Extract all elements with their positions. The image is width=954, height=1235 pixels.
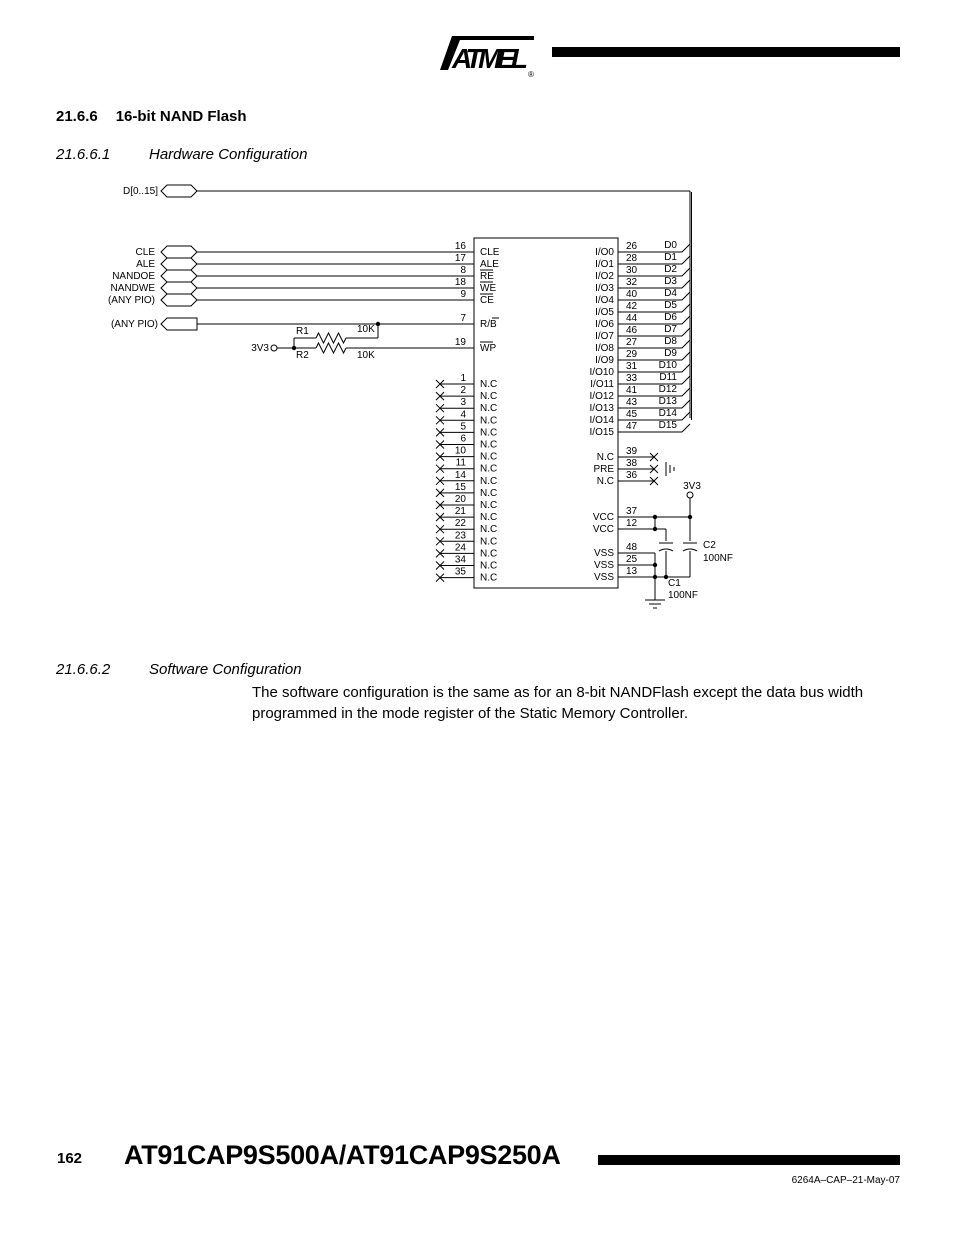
capacitor-c2 bbox=[683, 549, 697, 551]
bus-entry bbox=[682, 376, 690, 384]
bus-entry bbox=[682, 304, 690, 312]
bus-entry bbox=[682, 364, 690, 372]
pin-name: I/O4 bbox=[595, 295, 614, 306]
bus-entry bbox=[682, 280, 690, 288]
pin-name: N.C bbox=[480, 548, 498, 560]
supply-terminal bbox=[271, 345, 277, 351]
resistor-r2 bbox=[316, 343, 346, 353]
pin-name: N.C bbox=[596, 452, 614, 463]
pin-number: 43 bbox=[626, 397, 638, 408]
bus-label: D[0..15] bbox=[122, 186, 158, 197]
net-label: D0 bbox=[664, 240, 677, 251]
pin-number: 17 bbox=[454, 253, 466, 264]
pin-name: R/B bbox=[480, 319, 497, 330]
capacitor-value: 100NF bbox=[668, 590, 699, 601]
net-label: D11 bbox=[659, 372, 677, 383]
pin-number: 13 bbox=[626, 566, 638, 577]
resistor-r1 bbox=[316, 333, 346, 343]
pin-number: 16 bbox=[454, 241, 466, 252]
pin-name: N.C bbox=[480, 439, 498, 451]
subsection-number: 21.6.6.1 bbox=[56, 146, 111, 163]
resistor-name: R1 bbox=[296, 326, 309, 337]
pin-name: WE bbox=[480, 283, 497, 294]
junction-dot bbox=[688, 515, 692, 519]
net-label: D6 bbox=[664, 312, 677, 323]
section-number: 21.6.6 bbox=[56, 108, 98, 125]
pin-name: N.C bbox=[480, 391, 498, 403]
input-signal-label: (ANY PIO) bbox=[107, 295, 155, 306]
footer-rule bbox=[598, 1155, 900, 1165]
pin-name: N.C bbox=[596, 476, 614, 487]
resistor-value: 10K bbox=[357, 324, 375, 335]
supply-label: 3V3 bbox=[251, 343, 269, 354]
pin-name: I/O10 bbox=[589, 367, 614, 378]
pin-name: N.C bbox=[480, 403, 498, 415]
pin-name: N.C bbox=[480, 524, 498, 536]
port-flag bbox=[161, 246, 197, 258]
bus-entry bbox=[682, 256, 690, 264]
pin-number: 4 bbox=[460, 409, 466, 421]
net-label: D12 bbox=[658, 384, 677, 395]
subsection-title: Hardware Configuration bbox=[149, 146, 308, 163]
bus-entry bbox=[682, 328, 690, 336]
pin-number: 32 bbox=[626, 277, 638, 288]
net-label: D14 bbox=[658, 408, 677, 419]
pin-number: 35 bbox=[454, 566, 466, 578]
net-label: D5 bbox=[664, 300, 677, 311]
pin-name: I/O7 bbox=[595, 331, 614, 342]
pin-number: 28 bbox=[626, 253, 638, 264]
bus-entry bbox=[682, 400, 690, 408]
port-flag bbox=[161, 270, 197, 282]
junction-dot bbox=[653, 563, 657, 567]
pin-name: I/O2 bbox=[595, 271, 614, 282]
pin-number: 5 bbox=[460, 421, 466, 433]
pin-number: 8 bbox=[460, 265, 466, 276]
pin-name: N.C bbox=[480, 512, 498, 524]
body-paragraph: The software configuration is the same as for an 8-bit NANDFlash except the data bus width programmed in the mode register of the Static Memory Controller. bbox=[252, 684, 864, 722]
pin-name: I/O8 bbox=[595, 343, 614, 354]
pin-number: 47 bbox=[626, 421, 638, 432]
pin-name: N.C bbox=[480, 500, 498, 511]
net-label: D7 bbox=[664, 324, 677, 335]
subsection-heading-sw bbox=[56, 661, 302, 678]
input-signal-label: NANDOE bbox=[112, 271, 155, 282]
pin-number: 18 bbox=[454, 277, 466, 288]
pin-name: N.C bbox=[480, 415, 498, 427]
port-flag bbox=[161, 258, 197, 270]
subsection-title: Software Configuration bbox=[149, 661, 302, 678]
bus-entry bbox=[682, 244, 690, 252]
pin-number: 40 bbox=[626, 289, 638, 300]
pin-number: 22 bbox=[454, 518, 466, 530]
pin-number: 12 bbox=[626, 518, 638, 529]
pin-name: I/O14 bbox=[589, 415, 614, 426]
pin-name: N.C bbox=[480, 427, 498, 439]
capacitor-name: C1 bbox=[668, 578, 681, 589]
pin-name: N.C bbox=[480, 487, 498, 499]
supply-terminal bbox=[687, 492, 693, 498]
input-signal-label: ALE bbox=[136, 259, 155, 270]
page-number: 162 bbox=[57, 1150, 83, 1167]
pin-number: 15 bbox=[454, 481, 466, 493]
pin-name: VCC bbox=[592, 512, 614, 523]
pin-number: 46 bbox=[626, 325, 638, 336]
pin-name: N.C bbox=[480, 475, 498, 487]
pin-number: 29 bbox=[626, 349, 638, 360]
output-signal-label: (ANY PIO) bbox=[110, 319, 158, 330]
pin-number: 10 bbox=[454, 445, 466, 457]
pin-number: 24 bbox=[454, 542, 466, 554]
port-flag bbox=[161, 282, 197, 294]
port-flag bbox=[161, 318, 197, 330]
net-label: D4 bbox=[664, 288, 677, 299]
pin-name: N.C bbox=[480, 379, 498, 390]
pin-number: 30 bbox=[626, 265, 638, 276]
bus-entry bbox=[682, 316, 690, 324]
bus-entry bbox=[682, 268, 690, 276]
pin-number: 38 bbox=[626, 458, 638, 469]
pin-number: 7 bbox=[460, 313, 466, 324]
document-title: AT91CAP9S500A/AT91CAP9S250A bbox=[124, 1140, 561, 1170]
capacitor-c1 bbox=[659, 549, 673, 551]
pin-name: N.C bbox=[480, 560, 498, 572]
bus-entry bbox=[682, 352, 690, 360]
pin-number: 1 bbox=[460, 373, 466, 384]
document-reference: 6264A–CAP–21-May-07 bbox=[791, 1175, 900, 1186]
pin-number: 37 bbox=[626, 506, 638, 517]
pin-number: 25 bbox=[626, 554, 638, 565]
pin-number: 45 bbox=[626, 409, 638, 420]
pin-name: WP bbox=[480, 343, 497, 354]
pin-number: 27 bbox=[626, 337, 638, 348]
pin-name: VSS bbox=[593, 548, 614, 559]
pin-name: N.C bbox=[480, 451, 498, 463]
input-signal-label: NANDWE bbox=[110, 283, 155, 294]
pin-name: N.C bbox=[480, 536, 498, 548]
pin-name: I/O0 bbox=[595, 247, 614, 258]
pin-number: 34 bbox=[454, 554, 466, 566]
pin-number: 33 bbox=[626, 373, 638, 384]
pin-number: 14 bbox=[454, 469, 466, 481]
pin-number: 42 bbox=[626, 301, 638, 312]
bus-entry bbox=[682, 424, 690, 432]
pin-number: 26 bbox=[626, 241, 638, 252]
pin-name: VSS bbox=[593, 560, 614, 571]
pin-name: ALE bbox=[480, 259, 499, 270]
section-title: 16-bit NAND Flash bbox=[115, 108, 247, 125]
pin-name: I/O12 bbox=[589, 391, 614, 402]
port-flag bbox=[161, 185, 197, 197]
pin-number: 6 bbox=[460, 433, 466, 445]
bus-entry bbox=[682, 340, 690, 348]
port-flag bbox=[161, 294, 197, 306]
pin-name: RE bbox=[480, 271, 494, 282]
net-label: D2 bbox=[664, 264, 677, 275]
input-signal-label: CLE bbox=[135, 247, 155, 258]
pin-number: 23 bbox=[454, 530, 466, 542]
pin-name: N.C bbox=[480, 463, 498, 475]
pin-name: I/O5 bbox=[595, 307, 614, 318]
pin-name: VCC bbox=[592, 524, 614, 535]
resistor-value: 10K bbox=[357, 350, 375, 361]
net-label: D8 bbox=[664, 336, 677, 347]
pin-number: 41 bbox=[626, 385, 638, 396]
pin-name: CLE bbox=[480, 247, 500, 258]
pin-name: CE bbox=[480, 295, 494, 306]
svg-text:ATMEL: ATMEL bbox=[452, 43, 528, 74]
pin-number: 48 bbox=[626, 542, 638, 553]
pin-name: I/O13 bbox=[589, 403, 614, 414]
pin-name: I/O11 bbox=[590, 379, 614, 390]
pin-number: 44 bbox=[626, 313, 638, 324]
bus-entry bbox=[682, 412, 690, 420]
pin-number: 21 bbox=[454, 506, 466, 518]
capacitor-name: C2 bbox=[703, 540, 716, 551]
pin-number: 20 bbox=[454, 494, 466, 505]
bus-entry bbox=[682, 388, 690, 396]
pin-name: N.C bbox=[480, 572, 498, 584]
capacitor-value: 100NF bbox=[703, 553, 734, 564]
pin-number: 2 bbox=[460, 385, 466, 397]
pin-number: 19 bbox=[454, 337, 466, 348]
resistor-name: R2 bbox=[296, 350, 309, 361]
pin-number: 36 bbox=[626, 470, 638, 481]
subsection-number: 21.6.6.2 bbox=[56, 661, 111, 678]
net-label: D15 bbox=[658, 420, 677, 431]
pin-number: 3 bbox=[460, 397, 466, 409]
supply-label: 3V3 bbox=[683, 481, 701, 492]
pin-number: 11 bbox=[455, 457, 466, 469]
pin-name: I/O1 bbox=[595, 259, 614, 270]
pin-name: PRE bbox=[593, 464, 614, 475]
pin-name: I/O9 bbox=[595, 355, 614, 366]
pin-name: I/O6 bbox=[595, 319, 614, 330]
pin-number: 9 bbox=[460, 289, 466, 300]
net-label: D3 bbox=[664, 276, 677, 287]
pin-number: 31 bbox=[626, 361, 638, 372]
net-label: D10 bbox=[658, 360, 677, 371]
svg-text:®: ® bbox=[528, 70, 534, 78]
pin-name: I/O15 bbox=[589, 427, 614, 438]
net-label: D9 bbox=[664, 348, 677, 359]
pin-name: I/O3 bbox=[595, 283, 614, 294]
net-label: D1 bbox=[664, 252, 677, 263]
bus-entry bbox=[682, 292, 690, 300]
pin-number: 39 bbox=[626, 446, 638, 457]
pin-name: VSS bbox=[593, 572, 614, 583]
net-label: D13 bbox=[658, 396, 677, 407]
